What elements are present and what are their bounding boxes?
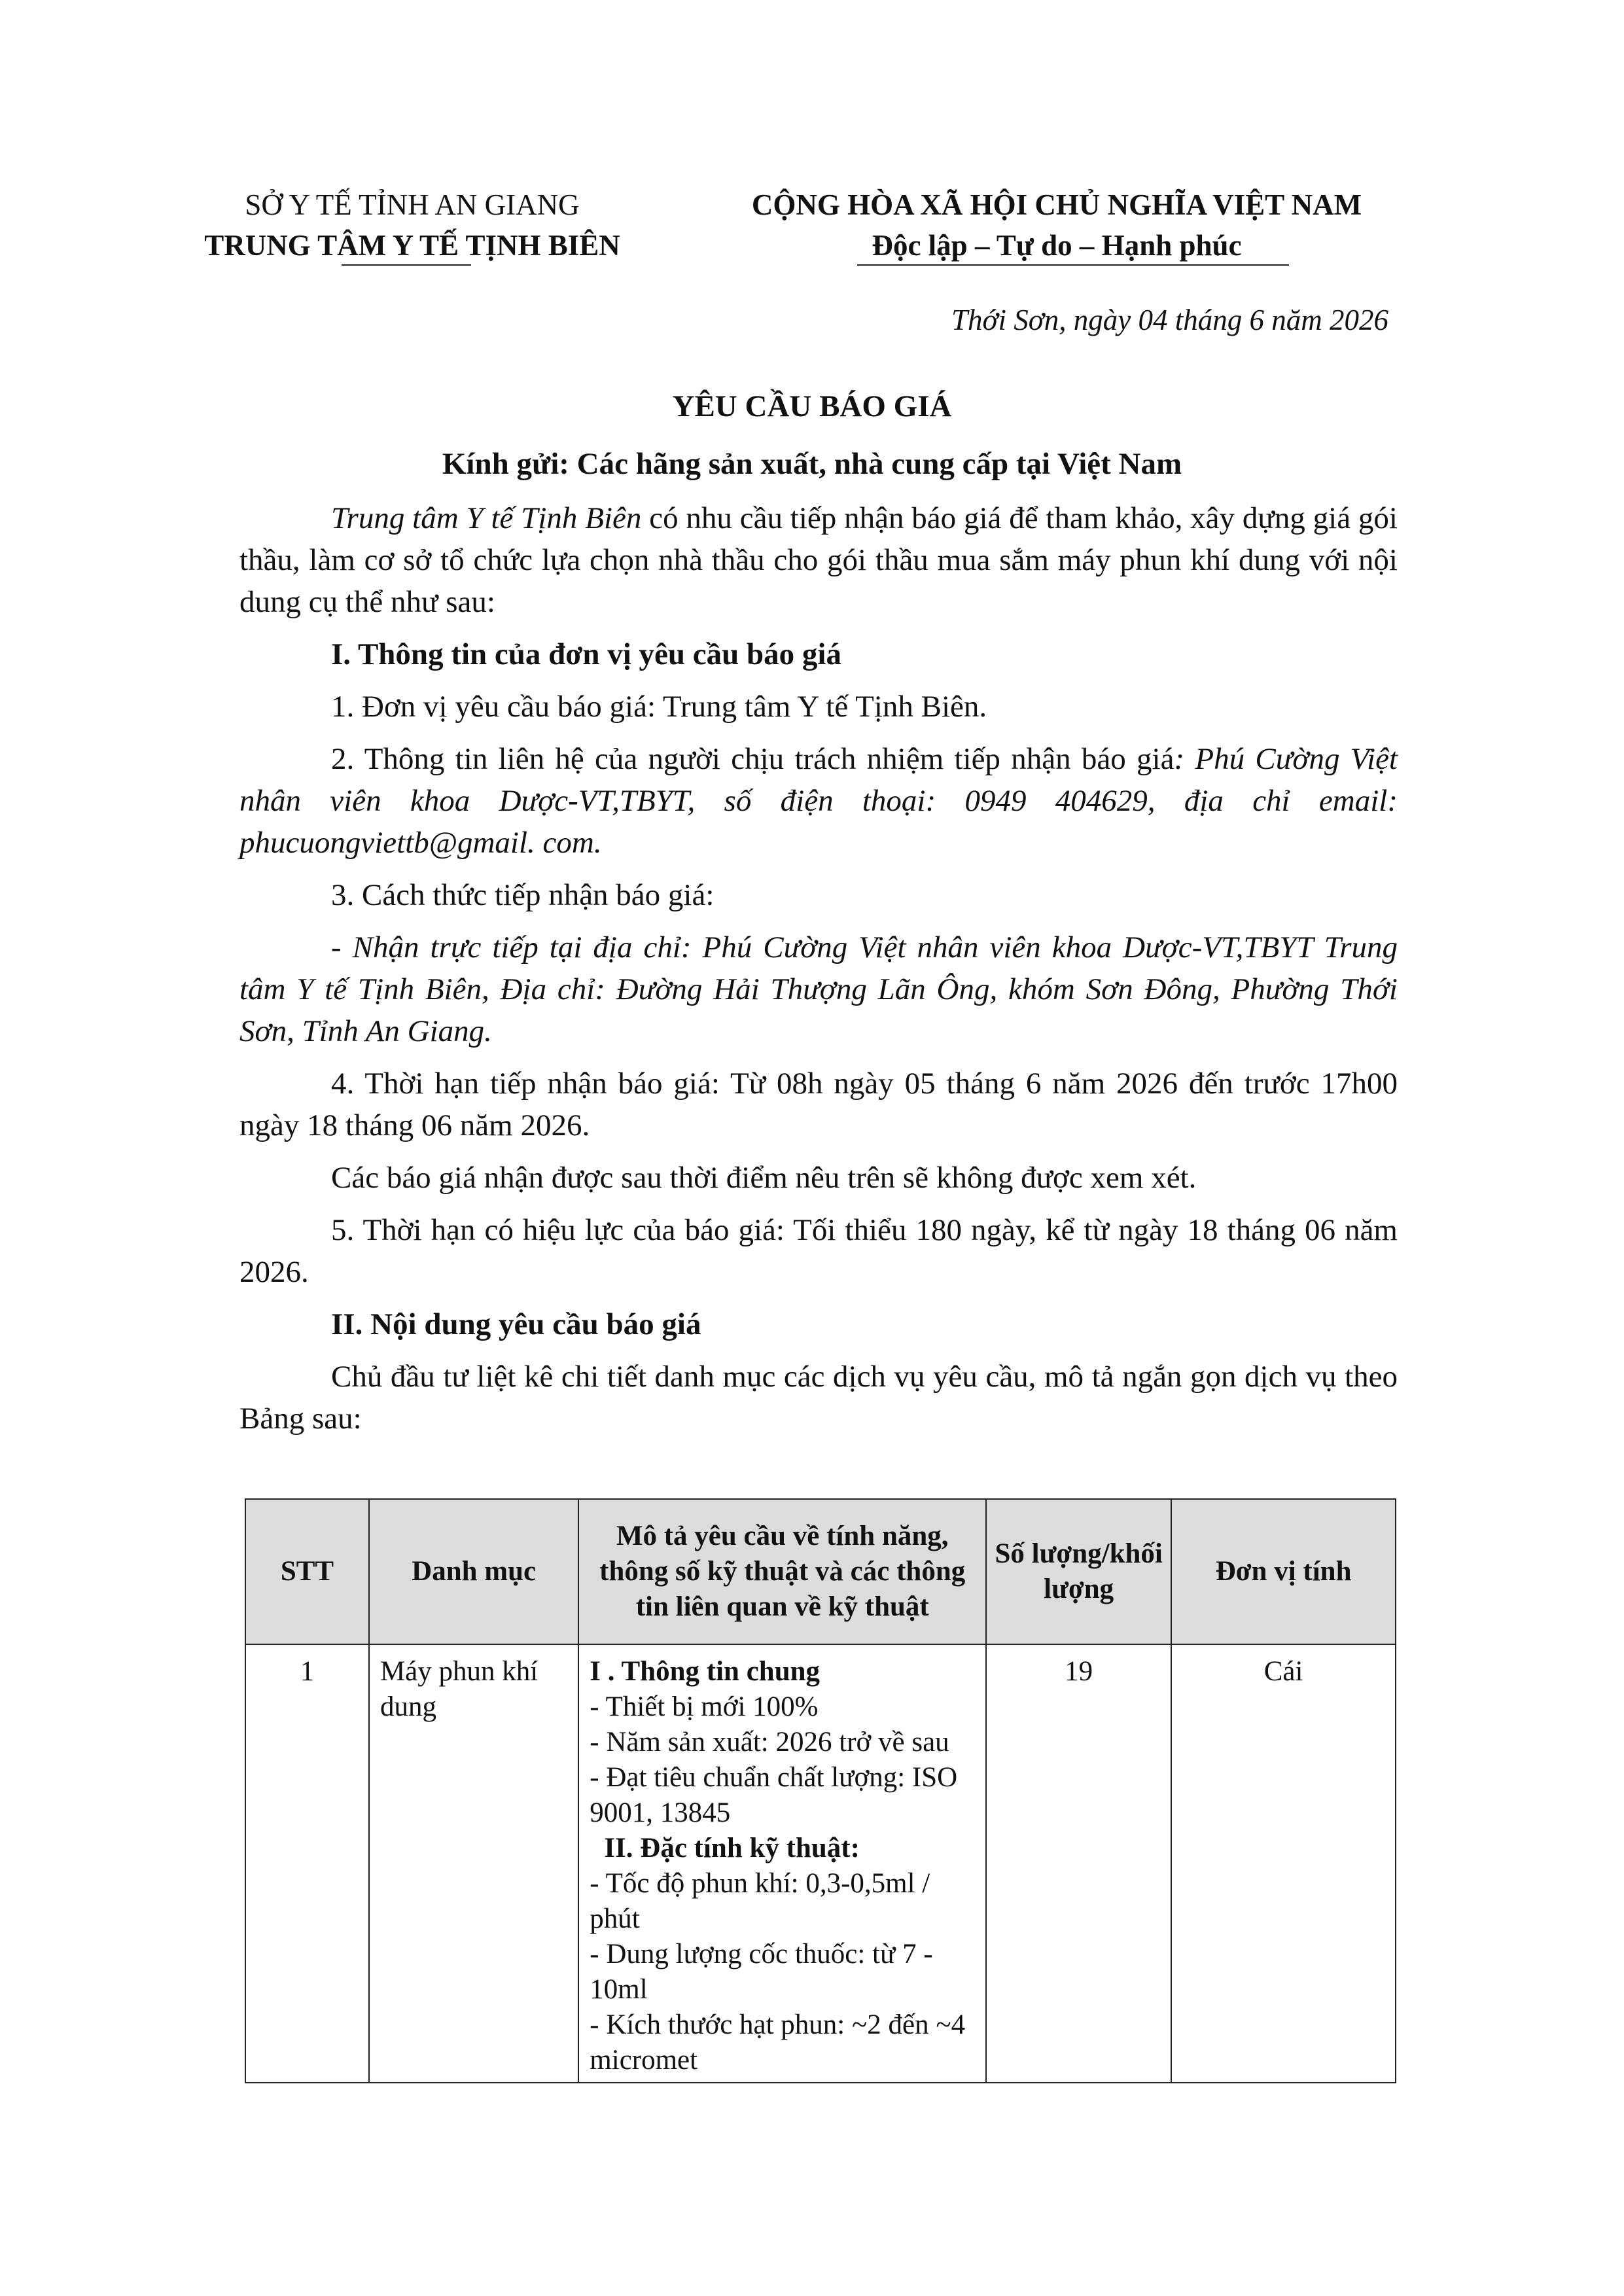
document-body [239,497,1398,1450]
cell-qty: 19 [986,1644,1171,2083]
intro-org: Trung tâm Y tế Tịnh Biên [331,501,642,535]
desc-line: - Thiết bị mới 100% [590,1691,819,1722]
cell-name: Máy phun khí dung [369,1644,578,2083]
desc-line: - Kích thước hạt phun: ~2 đến ~4 micromet [590,2009,966,2075]
section1-item2-label: 2. Thông tin liên hệ của người chịu trách nhiệm tiếp nhận báo giá [331,742,1174,776]
desc-line: - Tốc độ phun khí: 0,3-0,5ml / phút [590,1868,930,1934]
section1-item1: 1. Đơn vị yêu cầu báo giá: Trung tâm Y tế Tịnh Biên. [331,690,987,724]
recipient-line: Kính gửi: Các hãng sản xuất, nhà cung cấp tại Việt Nam [442,447,1182,481]
desc-heading-technical: II. Đặc tính kỹ thuật: [604,1833,860,1863]
section1-item5: 5. Thời hạn có hiệu lực của báo giá: Tối thiểu 180 ngày, kể từ ngày 18 tháng 06 năm 2026. [239,1213,1398,1289]
header-desc: Mô tả yêu cầu về tính năng, thông số kỹ thuật và các thông tin liên quan về kỹ thuật [578,1499,986,1644]
agency-header [150,185,674,266]
desc-heading-general: I . Thông tin chung [590,1656,821,1687]
intro-paragraph [239,497,1398,623]
national-name: CỘNG HÒA XÃ HỘI CHỦ NGHĨA VIỆT NAM [751,188,1362,221]
date-line: Thới Sơn, ngày 04 tháng 6 năm 2026 [951,304,1388,336]
desc-line: - Năm sản xuất: 2026 trở về sau [590,1727,949,1757]
section1-item3-detail: - Nhận trực tiếp tại địa chỉ: Phú Cường Việt nhân viên khoa Dược-VT,TBYT Trung tâm Y tế Tịnh Biên, Địa chỉ: Đường Hải Thượng Lãn Ông, khóm Sơn Đông, Phường Thới Sơn, Tỉnh An Giang. [239,930,1398,1048]
document-title: YÊU CẦU BÁO GIÁ [672,389,952,423]
header-qty: Số lượng/khối lượng [986,1499,1171,1644]
section2-heading: II. Nội dung yêu cầu báo giá [331,1307,701,1341]
section1-item4: 4. Thời hạn tiếp nhận báo giá: Từ 08h ngày 05 tháng 6 năm 2026 đến trước 17h00 ngày 18 tháng 06 năm 2026. [239,1067,1398,1142]
header-name: Danh mục [369,1499,578,1644]
agency-name: TRUNG TÂM Y TẾ TỊNH BIÊN [204,229,620,262]
desc-line: - Đạt tiêu chuẩn chất lượng: ISO 9001, 13845 [590,1762,958,1828]
section1-note: Các báo giá nhận được sau thời điểm nêu trên sẽ không được xem xét. [331,1161,1197,1195]
cell-unit: Cái [1171,1644,1396,2083]
header-unit: Đơn vị tính [1171,1499,1396,1644]
table-row [245,1644,1396,2083]
header-stt: STT [245,1499,369,1644]
cell-desc [578,1644,986,2083]
section1-item3: 3. Cách thức tiếp nhận báo giá: [331,878,715,912]
cell-stt: 1 [245,1644,369,2083]
agency-parent: SỞ Y TẾ TỈNH AN GIANG [245,188,580,221]
section2-intro: Chủ đầu tư liệt kê chi tiết danh mục các dịch vụ yêu cầu, mô tả ngắn gọn dịch vụ theo Bảng sau: [239,1360,1398,1436]
intro-text: có nhu cầu tiếp nhận báo giá để tham khảo, xây dựng giá gói thầu, làm cơ sở tổ chức lựa chọn nhà thầu cho gói thầu mua sắm máy phun khí dung với nội dung cụ thể như sau: [239,501,1398,619]
section1-item2-detail: : Phú Cường Việt nhân viên khoa Dược-VT,TBYT, số điện thoại: 0949 404629, địa chỉ email: phucuongviettb@gmail. com. [239,742,1398,860]
items-table [245,1498,1396,2083]
desc-line: - Dung lượng cốc thuốc: từ 7 - 10ml [590,1939,933,2005]
national-header [694,185,1420,266]
national-motto: Độc lập – Tự do – Hạnh phúc [872,229,1242,262]
agency-underline [342,264,471,266]
motto-underline [857,264,1289,266]
section1-heading: I. Thông tin của đơn vị yêu cầu báo giá [331,637,841,671]
section1-item2 [239,738,1398,864]
table-header-row [245,1499,1396,1644]
